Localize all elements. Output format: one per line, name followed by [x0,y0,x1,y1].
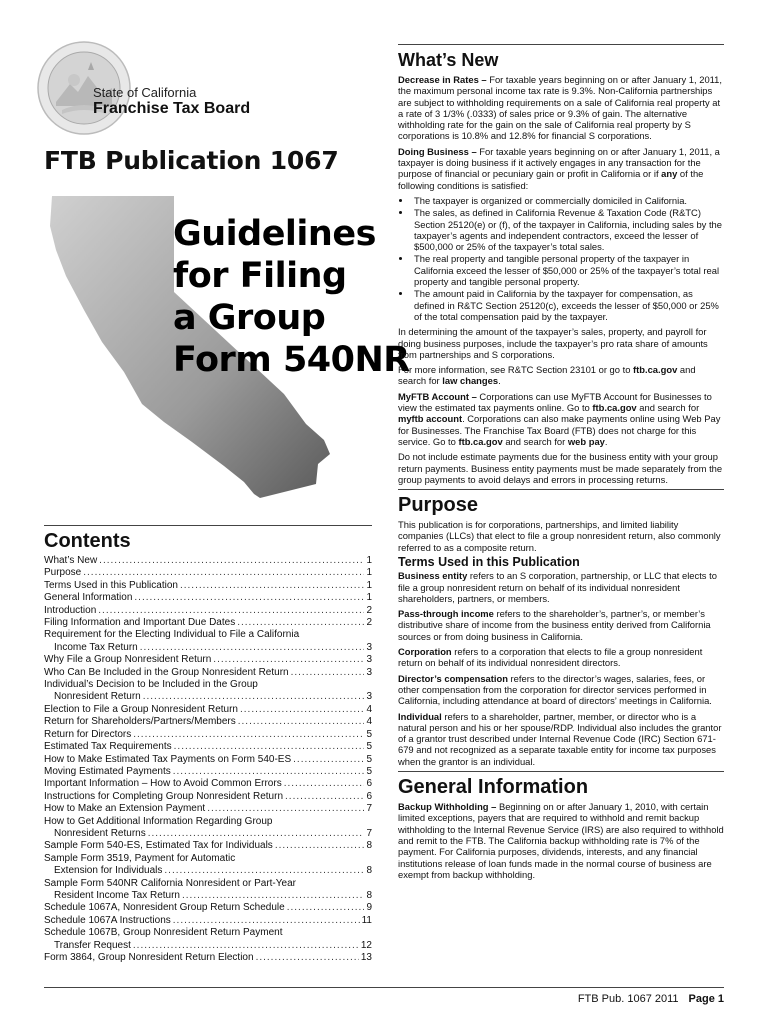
toc-item-label: Election to File a Group Nonresident Return [44,703,238,715]
toc-item-label: Sample Form 540NR California Nonresident or Part-Year [44,877,296,889]
decrease-in-rates-paragraph [398,74,724,142]
definition: refers to the director’s wages, salaries, fees, or other compensation from the corporation for director services performed in California, including attendance at board of directors’ meetings in California. [398,672,712,707]
paragraph-text: of the following conditions is satisfied: [398,168,704,191]
term-definition [398,673,724,707]
toc-leader-dots [146,828,365,840]
toc-item[interactable] [44,704,372,716]
guide-title [173,214,410,384]
toc-leader-dots [238,704,364,716]
doing-business-paragraph [398,146,724,191]
paragraph-lead: Backup Withholding – [398,801,497,813]
toc-item-page: 4 [366,716,372,728]
term: Pass-through income [398,608,494,620]
toc-leader-dots [235,617,364,629]
toc-item[interactable] [44,654,372,666]
toc-item[interactable] [44,754,372,766]
toc-item[interactable] [44,952,372,964]
toc-item[interactable] [44,803,372,815]
toc-item-label: What’s New [44,555,98,566]
toc-leader-dots [141,691,365,703]
divider [398,489,724,490]
toc-item[interactable] [44,865,372,877]
backup-withholding-paragraph [398,801,724,880]
toc-leader-dots [178,580,364,592]
toc-item[interactable] [44,716,372,728]
term-definition [398,646,724,669]
toc-item[interactable] [44,629,372,641]
toc-item-page: 5 [366,728,372,740]
toc-item[interactable] [44,617,372,629]
toc-item[interactable] [44,555,372,567]
paragraph-text: For taxable years beginning on or after January 1, 2011, the maximum personal income tax rate is 9.3%. Non-California partnerships are subject to withholding requirements on a sale of California real property at a rate of 3 1/3% (.0333) of sales price or 9.3% of gain. The alternative withholding rate for the gain on the sale of California real property by S corporations is 10.8% and 12.8% for financial S corporations. [398,74,722,142]
myftb-paragraph [398,391,724,447]
toc-item[interactable] [44,791,372,803]
definition: refers to a corporation that elects to file a group nonresident return on behalf of its individual nonresident directors. [398,646,703,669]
publication-title: FTB Publication 1067 [44,146,339,175]
toc-item-label: General Information [44,592,133,604]
toc-item[interactable] [44,580,372,592]
toc-leader-dots [282,778,365,790]
board-name: Franchise Tax Board [93,100,251,117]
toc-item[interactable] [44,940,372,952]
website-link[interactable]: ftb.ca.gov [458,435,503,447]
toc-item-label: How to Make Estimated Tax Payments on Form 540-ES [44,753,292,765]
toc-leader-dots [171,915,360,927]
emphasis: any [661,168,678,180]
definition: refers to the shareholder’s, partner’s, or member’s distributive share of income from the business entity derived from California sources or from doing business in California. [398,608,711,642]
term-definition [398,570,724,604]
toc-item[interactable] [44,816,372,828]
website-link[interactable]: ftb.ca.gov [633,364,678,376]
website-link[interactable]: ftb.ca.gov [592,402,637,414]
general-information-heading: General Information [398,776,589,799]
toc-item-page: 1 [366,567,372,579]
state-name: State of California [93,85,197,100]
toc-leader-dots [285,902,365,914]
toc-leader-dots [180,890,364,902]
list-item: • The sales, as defined in California Revenue & Taxation Code (R&TC) Section 25120(e) or (f), of the taxpayer in California, including sales by the taxpayer’s agents and independent contractors, exceed the lesser of $500,000 or 25% of the taxpayer’s total sales. [412,207,724,252]
toc-item[interactable] [44,642,372,654]
publication-number: FTB Pub. 1067 2011 [577,993,679,1005]
toc-item-page: 4 [366,703,372,715]
toc-item-label: Who Can Be Included in the Group Nonresident Return [44,666,289,678]
toc-item[interactable] [44,766,372,778]
toc-item[interactable] [44,729,372,741]
table-of-contents [44,555,372,964]
definition: refers to an S corporation, partnership, or LLC that elects to file a group nonresident return on behalf of its individual nonresident shareholders, partners, or members. [398,570,717,604]
toc-leader-dots [131,729,364,741]
toc-item[interactable] [44,741,372,753]
definition: refers to a shareholder, partner, member, or director who is a natural person and his or her spouse/RDP. Individual also includes the grantor of a grantor trust described under Internal Revenue Code (IRC) Section 671-679 and not recognized as a separate taxable entity for income tax purposes when the grantor is an individual. [398,710,722,767]
toc-item-page: 8 [366,840,372,852]
determining-paragraph: In determining the amount of the taxpayer’s sales, property, and payroll for doing business purposes, include the taxpayer’s pro rata share of amounts from partnerships and S corporations. [398,326,708,360]
toc-item-label: Filing Information and Important Due Dates [44,617,236,629]
toc-leader-dots [81,567,364,579]
toc-item[interactable] [44,878,372,890]
do-not-include-paragraph: Do not include estimate payments due for the business entity with your group return payments. Business entity payments must be made separately from the group payments to avoid delays and errors in processing returns. [398,451,723,485]
toc-item[interactable] [44,667,372,679]
toc-item-label: Schedule 1067A, Nonresident Group Return Schedule [44,902,285,914]
toc-item-label: Income Tax Return [54,641,138,653]
toc-item-page: 3 [366,641,372,653]
toc-item[interactable] [44,890,372,902]
paragraph-lead: MyFTB Account – [398,390,477,402]
toc-item-label: Form 3864, Group Nonresident Return Election [44,952,254,963]
divider [398,771,724,772]
toc-item-page: 5 [366,753,372,765]
toc-item-label: Schedule 1067A Instructions [44,914,171,926]
toc-item-label: Sample Form 540-ES, Estimated Tax for Individuals [44,840,273,852]
toc-item-page: 5 [366,765,372,777]
toc-item-label: Introduction [44,604,97,616]
divider [398,44,724,45]
toc-leader-dots [211,654,364,666]
toc-item-page: 9 [366,902,372,914]
toc-item-page: 8 [366,865,372,877]
list-item: • The taxpayer is organized or commercially domiciled in California. [412,195,724,206]
right-column [398,44,724,884]
purpose-paragraph: This publication is for corporations, partnerships, and limited liability companies (LLCs) that elect to file a group nonresident return, also commonly referred to as a composite return. [398,519,721,553]
toc-item-label: Return for Shareholders/Partners/Members [44,716,236,728]
toc-item[interactable] [44,592,372,604]
toc-item-page: 11 [361,914,372,926]
paragraph-text: . [498,375,501,387]
toc-item-label: Return for Directors [44,728,132,740]
toc-item[interactable] [44,691,372,703]
toc-item-page: 6 [366,790,372,802]
list-item: • The real property and tangible personal property of the taxpayer in California exceed the lesser of $50,000 or 25% of the taxpayer’s total real property and tangible personal property. [412,253,724,287]
toc-item[interactable] [44,778,372,790]
toc-item[interactable] [44,915,372,927]
toc-leader-dots [96,605,364,617]
toc-item-page: 12 [360,939,372,951]
page-number: Page 1 [688,993,724,1005]
search-term: web pay [567,435,605,447]
paragraph-lead: Doing Business – [398,145,477,157]
toc-item-label: Extension for Individuals [54,865,163,877]
purpose-heading: Purpose [398,494,479,517]
toc-leader-dots [97,555,364,567]
toc-item[interactable] [44,902,372,914]
toc-item-label: Requirement for the Electing Individual to File a California [44,629,300,641]
toc-item-page: 1 [366,579,372,591]
toc-leader-dots [254,952,359,964]
toc-item-label: Individual’s Decision to be Included in the Group [44,679,258,691]
toc-item-label: Sample Form 3519, Payment for Automatic [44,852,236,864]
paragraph-text: and search for [398,364,696,387]
toc-leader-dots [131,940,359,952]
paragraph-text: Beginning on or after January 1, 2010, with certain limited exceptions, payers that are required to withhold and remit backup withholding to the Internal Revenue Service (IRS) are also required to withhold and remit to the FTB. The California backup withholding rate is 7% of the payment. For California purposes, dividends, interests, and any financial institutions release of loan funds made in the normal course of business are exempt from backup withholding. [398,801,724,880]
toc-leader-dots [162,865,364,877]
toc-item-label: Transfer Request [54,939,131,951]
search-term: law changes [442,375,499,387]
paragraph-text: For taxable years beginning on or after January 1, 2011, a taxpayer is doing business if it actively engages in any transaction for the purpose of financial or pecuniary gain or profit in California or if [398,145,720,180]
toc-item-label: Purpose [44,567,82,579]
toc-item[interactable] [44,840,372,852]
toc-item-label: Nonresident Returns [54,827,146,839]
paragraph-text: and search for [502,435,568,447]
paragraph-text: Corporations can use MyFTB Account for Businesses to view the estimated tax payments online. Go to [398,390,712,414]
agency-name [93,86,250,118]
page-footer [578,993,724,1005]
paragraph-text: . Corporations can also make payments online using Web Pay for Businesses. The Franchise Tax Board (FTB) does not charge for this service. Go to [398,413,721,447]
toc-item-label: Important Information – How to Avoid Common Errors [44,778,282,790]
term: Corporation [398,646,452,658]
toc-item[interactable] [44,679,372,691]
toc-item-page: 13 [360,952,372,963]
toc-item[interactable] [44,605,372,617]
toc-item[interactable] [44,567,372,579]
toc-leader-dots [236,716,365,728]
toc-item-page: 8 [366,889,372,901]
toc-item-label: Moving Estimated Payments [44,765,171,777]
toc-leader-dots [273,840,365,852]
toc-item[interactable] [44,853,372,865]
toc-leader-dots [283,791,364,803]
guide-title-line: Guidelines [173,214,376,254]
toc-leader-dots [289,667,365,679]
toc-leader-dots [291,754,364,766]
toc-leader-dots [172,741,365,753]
toc-leader-dots [138,642,365,654]
toc-item-label: How to Make an Extension Payment [44,803,206,815]
toc-item-page: 3 [366,691,372,703]
toc-item-page: 5 [366,741,372,753]
terms-heading: Terms Used in this Publication [398,554,580,569]
toc-item-page: 1 [366,592,372,604]
toc-item-page: 3 [366,666,372,678]
toc-item-label: Why File a Group Nonresident Return [44,654,212,666]
toc-item-label: Nonresident Return [54,691,141,703]
term-definition [398,608,724,642]
toc-item-label: Instructions for Completing Group Nonresident Return [44,790,284,802]
paragraph-text: . [604,435,608,447]
toc-leader-dots [205,803,364,815]
conditions-list [398,195,724,322]
toc-item-label: Resident Income Tax Return [54,889,180,901]
contents-heading: Contents [44,530,131,552]
toc-item-page: 2 [366,604,372,616]
list-item: • The amount paid in California by the taxpayer for compensation, as defined in R&TC Section 25120(c), exceeds the lesser of $50,000 or 25% of the total compensation paid by the taxpayer. [412,288,724,322]
paragraph-text: For more information, see R&TC Section 23101 or go to [398,364,634,376]
divider [44,987,724,988]
whats-new-heading: What’s New [398,50,499,70]
paragraph-lead: Decrease in Rates – [398,74,487,85]
term-definition [398,711,724,767]
toc-item-page: 7 [366,803,372,815]
toc-item-page: 1 [366,555,372,566]
toc-item-label: How to Get Additional Information Regarding Group [44,815,273,827]
toc-item[interactable] [44,927,372,939]
term: Individual [398,710,442,722]
divider [44,525,372,526]
paragraph-text: and search for [636,402,700,414]
guide-title-line: a Group [173,298,326,338]
toc-item-label: Terms Used in this Publication [44,579,178,591]
more-info-paragraph [398,364,724,387]
toc-item-page: 7 [366,827,372,839]
search-term: myftb account [398,413,463,425]
term: Director’s compensation [398,672,508,684]
toc-leader-dots [132,592,364,604]
toc-item-label: Estimated Tax Requirements [44,741,172,753]
toc-item-page: 2 [366,617,372,629]
toc-item-label: Schedule 1067B, Group Nonresident Return Payment [44,927,283,939]
term: Business entity [398,570,468,582]
guide-title-line: for Filing [173,256,347,296]
toc-item-page: 6 [366,778,372,790]
guide-title-line: Form 540NR [173,340,410,380]
toc-item[interactable] [44,828,372,840]
toc-leader-dots [171,766,365,778]
toc-item-page: 3 [366,654,372,666]
